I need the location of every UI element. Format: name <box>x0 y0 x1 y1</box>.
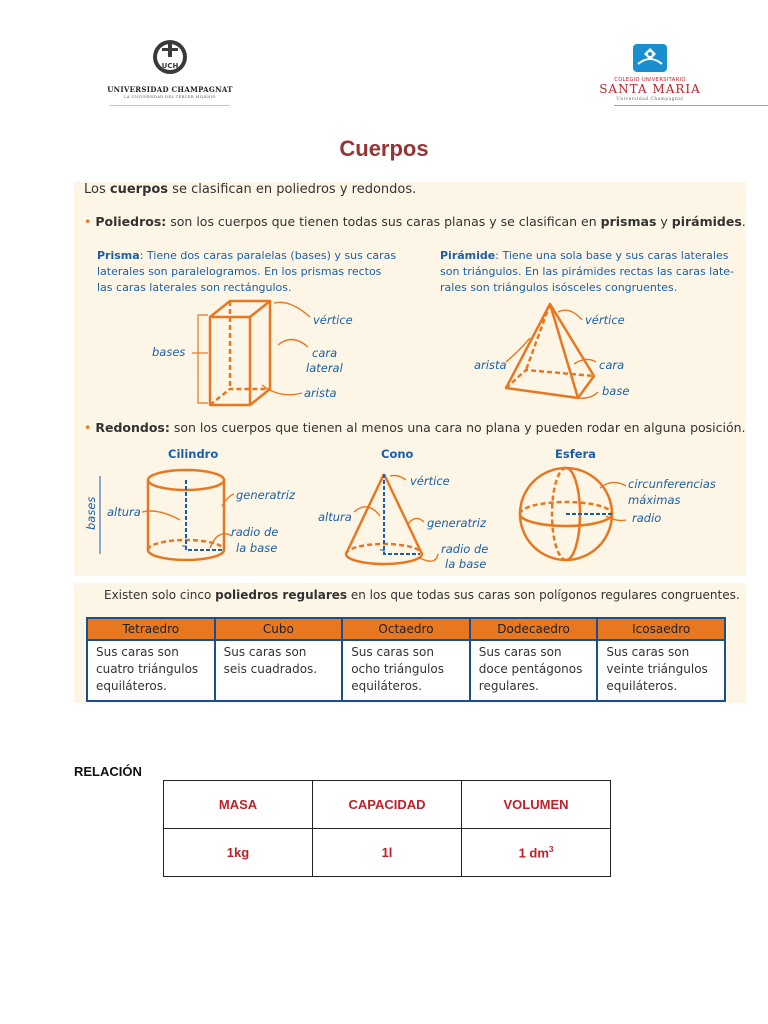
cylinder-label-radio2: la base <box>236 541 278 555</box>
prisma-description: Prisma: Tiene dos caras paralelas (bases) y sus caras laterales son paralelogramos. En los prismas rectos las caras laterales son rectángulos. <box>97 249 397 294</box>
table-cell: Sus caras son veinte triángulos equiláteros. <box>597 640 725 701</box>
cone-label-radio2: la base <box>445 557 487 571</box>
table-header-cell: Icosaedro <box>597 618 725 640</box>
masa-header: MASA <box>164 781 313 829</box>
page-title: Cuerpos <box>339 136 429 161</box>
intro-text: Los cuerpos se clasifican en poliedros y redondos. <box>84 182 417 197</box>
cylinder-label-generatriz: generatriz <box>236 488 295 502</box>
left-logo <box>100 30 240 104</box>
table-cell: Sus caras son doce pentágonos regulares. <box>470 640 598 701</box>
table-cell: Sus caras son seis cuadrados. <box>215 640 343 701</box>
cono-title: Cono <box>381 447 414 461</box>
regulares-text: Existen solo cinco poliedros regulares en los que todas sus caras son polígonos regulares congruentes. <box>104 588 740 602</box>
left-logo-text: UNIVERSIDAD CHAMPAGNAT <box>107 85 233 94</box>
masa-value: 1kg <box>164 829 313 877</box>
sphere-label-radio: radio <box>632 511 662 525</box>
right-logo-line3: Universidad Champagnat <box>616 96 684 101</box>
poliedros-text: • Poliedros: son los cuerpos que tienen todas sus caras planas y se clasifican en prismas y pirámides. <box>84 214 746 229</box>
table-header-cell: Cubo <box>215 618 343 640</box>
prism-label-lateral: lateral <box>306 361 343 375</box>
pyramid-label-cara: cara <box>599 358 625 372</box>
right-logo-line1: COLEGIO UNIVERSITARIO <box>614 77 686 83</box>
table-header-cell: Octaedro <box>342 618 470 640</box>
prism-label-vertice: vértice <box>313 313 353 327</box>
logo-monogram: UCH <box>161 62 179 70</box>
left-logo-subtitle: LA UNIVERSIDAD DEL TERCER MILENIO <box>124 95 216 99</box>
table-cell: Sus caras son ocho triángulos equiláteros. <box>342 640 470 701</box>
table-header-row <box>164 781 611 829</box>
table-cell: Sus caras son cuatro triángulos equiláteros. <box>87 640 215 701</box>
header-divider-right <box>614 105 768 106</box>
capacidad-header: CAPACIDAD <box>313 781 462 829</box>
table-row <box>164 829 611 877</box>
right-logo-line2: SANTA MARIA <box>599 82 701 96</box>
book-icon <box>630 42 670 76</box>
right-logo <box>590 40 710 104</box>
esfera-title: Esfera <box>555 447 596 461</box>
sphere-figure <box>512 462 632 570</box>
volumen-value: 1 $dm^3$ <box>462 829 611 877</box>
table-header-cell: Tetraedro <box>87 618 215 640</box>
table-row <box>87 640 725 701</box>
cone-label-altura: altura <box>318 510 352 524</box>
prism-label-bases: bases <box>152 345 186 359</box>
table-header-row <box>87 618 725 640</box>
cone-label-vertice: vértice <box>410 474 450 488</box>
redondos-text: • Redondos: son los cuerpos que tienen al menos una cara no plana y pueden rodar en alguna posición. <box>84 420 746 435</box>
capacidad-value: 1l <box>313 829 462 877</box>
cylinder-label-radio1: radio de <box>231 525 279 539</box>
relacion-table <box>163 780 611 877</box>
cylinder-label-bases: bases <box>84 496 98 530</box>
volumen-header: VOLUMEN <box>462 781 611 829</box>
table-header-cell: Dodecaedro <box>470 618 598 640</box>
regular-polyhedra-table <box>86 617 726 702</box>
prism-label-cara: cara <box>312 346 338 360</box>
cilindro-title: Cilindro <box>168 447 219 461</box>
sphere-label-circ1: circunferencias <box>628 477 716 491</box>
pyramid-label-arista: arista <box>474 358 507 372</box>
header-divider-left <box>110 105 230 106</box>
pyramid-label-vertice: vértice <box>585 313 625 327</box>
sphere-label-circ2: máximas <box>628 493 681 507</box>
prism-label-arista: arista <box>304 386 337 400</box>
cone-label-radio1: radio de <box>441 542 489 556</box>
pyramid-label-base: base <box>602 384 630 398</box>
cone-label-generatriz: generatriz <box>427 516 486 530</box>
relacion-label: RELACIÓN <box>74 764 142 779</box>
cylinder-label-altura: altura <box>107 505 141 519</box>
shield-icon <box>150 35 190 85</box>
piramide-description: Pirámide: Tiene una sola base y sus caras laterales son triángulos. En las pirámides rectas las caras late- rales son triángulos isósceles congruentes. <box>440 249 735 294</box>
